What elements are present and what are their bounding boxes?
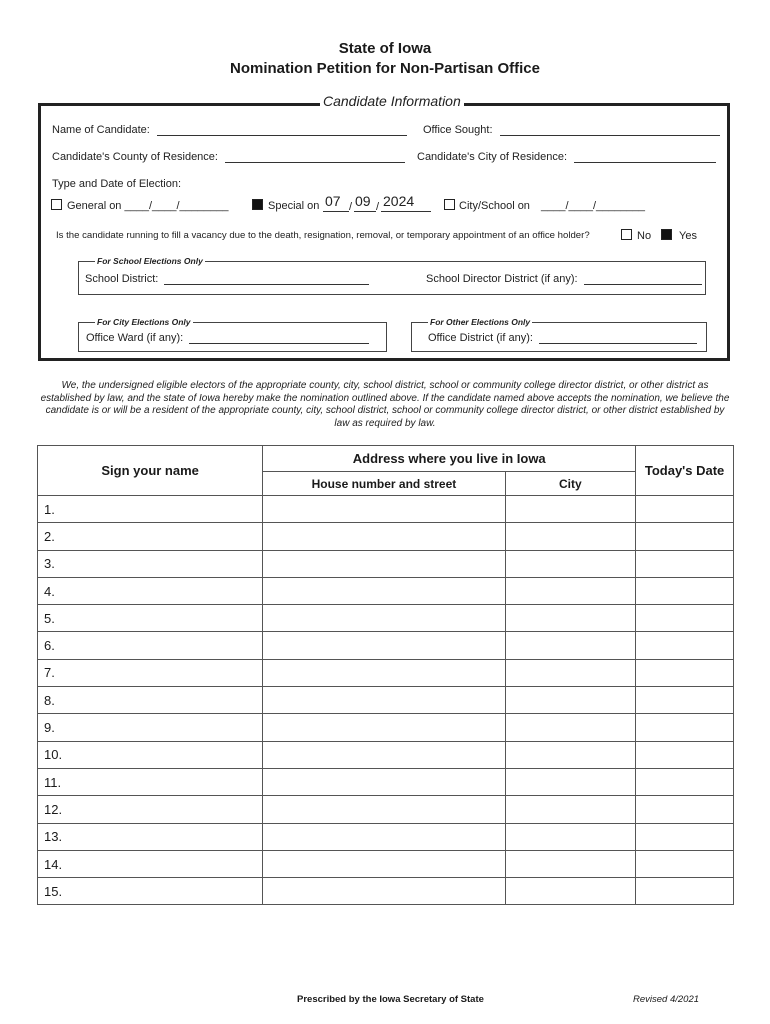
city-cell[interactable] [505, 659, 636, 686]
date-cell[interactable] [636, 659, 734, 686]
school-district-label: School District: [85, 273, 159, 285]
table-row [38, 714, 734, 741]
general-election-label: General on [67, 200, 122, 212]
office-sought-field[interactable] [500, 124, 720, 136]
city-residence-row [417, 151, 716, 163]
special-election-label: Special on [268, 200, 320, 212]
school-elections-legend: For School Elections Only [97, 256, 203, 266]
table-row [38, 741, 734, 768]
vacancy-yes-checkbox[interactable] [661, 229, 672, 240]
prescribed-by: Prescribed by the Iowa Secretary of State [297, 994, 484, 1005]
city-elections-legend: For City Elections Only [97, 317, 191, 327]
todays-date-header: Today's Date [636, 446, 734, 496]
date-cell[interactable] [636, 741, 734, 768]
table-row [38, 659, 734, 686]
election-type-label: Type and Date of Election: [52, 178, 182, 190]
date-cell[interactable] [636, 550, 734, 577]
city-header: City [505, 472, 636, 496]
candidate-name-label: Name of Candidate: [52, 124, 150, 136]
signature-cell[interactable]: 3. [38, 550, 263, 577]
date-cell[interactable] [636, 850, 734, 877]
signature-cell[interactable]: 5. [38, 605, 263, 632]
signature-cell[interactable]: 13. [38, 823, 263, 850]
street-cell[interactable] [263, 687, 505, 714]
city-cell[interactable] [505, 714, 636, 741]
school-district-row [85, 273, 369, 285]
school-director-label: School Director District (if any): [426, 273, 578, 285]
form-title: Nomination Petition for Non-Partisan Office [229, 60, 540, 77]
table-row [38, 632, 734, 659]
school-director-field[interactable] [584, 273, 702, 285]
school-district-field[interactable] [164, 273, 369, 285]
special-day-value: 09 [355, 193, 371, 209]
county-field[interactable] [225, 151, 405, 163]
county-label: Candidate's County of Residence: [52, 151, 218, 163]
street-cell[interactable] [263, 523, 505, 550]
table-row [38, 577, 734, 604]
date-cell[interactable] [636, 523, 734, 550]
date-cell[interactable] [636, 823, 734, 850]
date-slash: / [349, 201, 353, 213]
address-header: Address where you live in Iowa [263, 446, 636, 472]
revised-date: Revised 4/2021 [633, 994, 700, 1005]
city-residence-field[interactable] [574, 151, 716, 163]
city-cell[interactable] [505, 577, 636, 604]
candidate-name-field[interactable] [157, 124, 407, 136]
city-cell[interactable] [505, 550, 636, 577]
street-cell[interactable] [263, 496, 505, 523]
table-row [38, 523, 734, 550]
vacancy-yes-label: Yes [679, 230, 697, 242]
street-header: House number and street [263, 472, 505, 496]
vacancy-no-label: No [637, 230, 652, 242]
date-cell[interactable] [636, 768, 734, 795]
office-ward-row [86, 332, 369, 344]
street-cell[interactable] [263, 714, 505, 741]
signature-cell[interactable]: 15. [38, 878, 263, 905]
date-slash: / [376, 201, 380, 213]
office-sought-label: Office Sought: [423, 124, 493, 136]
candidate-info-legend: Candidate Information [320, 93, 464, 109]
signature-cell[interactable]: 1. [38, 496, 263, 523]
city-school-date-blank[interactable]: ____/____/________ [541, 200, 645, 212]
street-cell[interactable] [263, 741, 505, 768]
table-row [38, 878, 734, 905]
city-cell[interactable] [505, 523, 636, 550]
city-school-election-label: City/School on [459, 200, 530, 212]
date-cell[interactable] [636, 714, 734, 741]
city-cell[interactable] [505, 496, 636, 523]
office-ward-label: Office Ward (if any): [86, 332, 184, 344]
street-cell[interactable] [263, 850, 505, 877]
table-row [38, 687, 734, 714]
signature-table [37, 445, 734, 905]
vacancy-no-checkbox[interactable] [621, 229, 632, 240]
signature-cell[interactable]: 14. [38, 850, 263, 877]
city-cell[interactable] [505, 850, 636, 877]
city-cell[interactable] [505, 796, 636, 823]
city-cell[interactable] [505, 687, 636, 714]
city-cell[interactable] [505, 878, 636, 905]
other-elections-legend: For Other Elections Only [430, 317, 531, 327]
signature-cell[interactable]: 12. [38, 796, 263, 823]
signature-cell[interactable]: 10. [38, 741, 263, 768]
street-cell[interactable] [263, 878, 505, 905]
date-cell[interactable] [636, 577, 734, 604]
table-row [38, 605, 734, 632]
signature-cell[interactable]: 6. [38, 632, 263, 659]
street-cell[interactable] [263, 605, 505, 632]
table-row [38, 850, 734, 877]
special-year-value: 2024 [383, 193, 415, 209]
street-cell[interactable] [263, 577, 505, 604]
office-district-label: Office District (if any): [428, 332, 533, 344]
city-cell[interactable] [505, 823, 636, 850]
date-cell[interactable] [636, 878, 734, 905]
office-ward-field[interactable] [189, 332, 369, 344]
street-cell[interactable] [263, 768, 505, 795]
signature-cell[interactable]: 8. [38, 687, 263, 714]
general-election-row [67, 200, 229, 212]
special-election-checkbox[interactable] [252, 199, 263, 210]
office-district-row [428, 332, 697, 344]
city-school-row [459, 200, 645, 212]
city-cell[interactable] [505, 768, 636, 795]
county-row [52, 151, 405, 163]
general-election-date-blank[interactable]: ____/____/________ [124, 200, 229, 212]
street-cell[interactable] [263, 659, 505, 686]
general-election-checkbox[interactable] [51, 199, 62, 210]
school-director-row [426, 273, 702, 285]
special-month-value: 07 [325, 193, 341, 209]
date-cell[interactable] [636, 687, 734, 714]
table-row [38, 496, 734, 523]
table-row [38, 768, 734, 795]
office-district-field[interactable] [539, 332, 697, 344]
signature-cell[interactable]: 11. [38, 768, 263, 795]
city-school-election-checkbox[interactable] [444, 199, 455, 210]
city-residence-label: Candidate's City of Residence: [417, 151, 568, 163]
signature-cell[interactable]: 2. [38, 523, 263, 550]
date-cell[interactable] [636, 632, 734, 659]
sign-name-header: Sign your name [38, 446, 263, 496]
table-row [38, 823, 734, 850]
city-cell[interactable] [505, 605, 636, 632]
signature-cell[interactable]: 9. [38, 714, 263, 741]
date-cell[interactable] [636, 796, 734, 823]
street-cell[interactable] [263, 796, 505, 823]
vacancy-question: Is the candidate running to fill a vacancy due to the death, resignation, removal, or temporary appointment of an office holder? [56, 230, 590, 241]
form-title-state: State of Iowa [338, 40, 432, 57]
date-cell[interactable] [636, 496, 734, 523]
street-cell[interactable] [263, 823, 505, 850]
elector-statement: We, the undersigned eligible electors of the appropriate county, city, school district, school or community college director district, or other district as established by law, and the state of Iowa hereby make the nomination outlined above. If the candidate named above accepts the nomination, we believe the candidate is or will be a resident of the appropriate county, city, school district, school or community college director district, or other district established by law as required by law. [40, 380, 730, 429]
date-cell[interactable] [636, 605, 734, 632]
street-cell[interactable] [263, 632, 505, 659]
city-cell[interactable] [505, 741, 636, 768]
table-row [38, 550, 734, 577]
signature-cell[interactable]: 4. [38, 577, 263, 604]
candidate-name-row [52, 124, 407, 136]
signature-cell[interactable]: 7. [38, 659, 263, 686]
street-cell[interactable] [263, 550, 505, 577]
office-sought-row [423, 124, 720, 136]
table-row [38, 796, 734, 823]
city-cell[interactable] [505, 632, 636, 659]
